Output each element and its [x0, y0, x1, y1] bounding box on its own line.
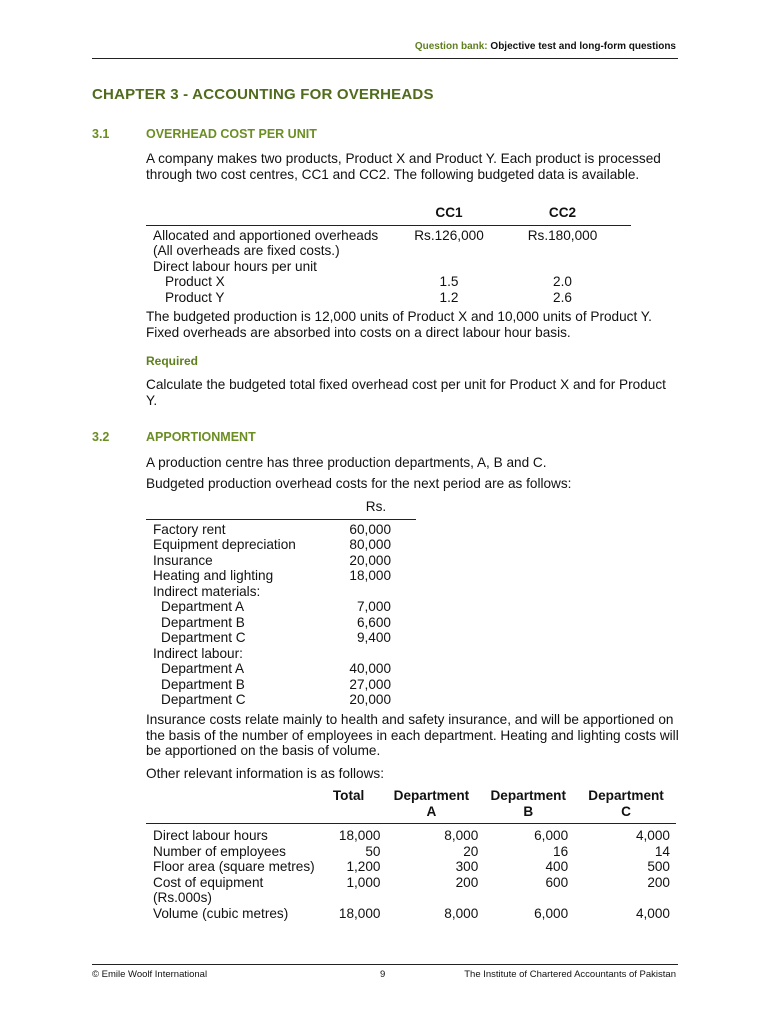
chapter-title: CHAPTER 3 - ACCOUNTING FOR OVERHEADS — [92, 86, 434, 103]
table-header-cc2: CC2 — [548, 205, 577, 220]
table-row: Product X 1.5 2.0 — [165, 274, 572, 289]
section-title: APPORTIONMENT — [146, 430, 256, 444]
header-total: Total — [332, 788, 365, 803]
section-after-text: The budgeted production is 12,000 units of Product X and 10,000 units of Product Y. Fixed overheads are absorbed into costs on a direct labour hour basis. — [146, 309, 652, 340]
department-info-table — [146, 788, 676, 921]
table-row: Factory rent 60,000 — [153, 521, 391, 537]
page-number: 9 — [380, 969, 386, 980]
table-row: Department B 6,600 — [161, 614, 391, 630]
table-row: Department A 7,000 — [161, 599, 391, 614]
required-text: Calculate the budgeted total fixed overhead cost per unit for Product X and for Product Y. — [146, 377, 666, 408]
header-label: Question bank: — [414, 41, 488, 52]
header-text: Objective test and long-form questions — [490, 41, 676, 52]
costs-header: Rs. — [365, 499, 387, 514]
section-title: OVERHEAD COST PER UNIT — [146, 127, 317, 141]
table-row: Direct labour hours per unit — [153, 258, 317, 274]
cost-centre-table — [146, 205, 631, 305]
table-header — [146, 205, 404, 225]
table-row: Department B 27,000 — [161, 676, 391, 692]
section-number: 3.2 — [92, 430, 110, 444]
table-row: Floor area (square metres) 1,200 300 400 500 — [153, 859, 670, 874]
table-row: Indirect materials: — [153, 583, 261, 599]
running-header — [415, 41, 676, 52]
table-row: Indirect labour: — [153, 645, 243, 661]
section-paragraph: Budgeted production overhead costs for the next period are as follows: — [146, 476, 572, 491]
footer-rule — [92, 964, 678, 965]
table-row: Equipment depreciation 80,000 — [153, 537, 391, 552]
table-row: Department C 9,400 — [161, 630, 391, 645]
footer-institute: The Institute of Chartered Accountants of Pakistan — [464, 969, 676, 980]
table-row: (Rs.000s) — [153, 890, 212, 905]
table-row: Product Y 1.2 2.6 — [165, 289, 572, 305]
section-paragraph: Other relevant information is as follows: — [146, 766, 384, 781]
table-row: (All overheads are fixed costs.) — [153, 243, 340, 258]
header-dept-c: Department C — [588, 788, 664, 819]
overhead-costs-table — [146, 499, 416, 708]
table-row: Insurance 20,000 — [153, 552, 391, 568]
header-dept-b: Department B — [490, 788, 566, 819]
header-rule — [92, 58, 678, 59]
table-row: Heating and lighting 18,000 — [153, 568, 391, 583]
footer-copyright: © Emile Woolf International — [92, 969, 208, 980]
table-header-cc1: CC1 — [435, 205, 463, 220]
section-paragraph: Insurance costs relate mainly to health and safety insurance, and will be apportioned on the basis of the number of employees in each department. Heating and lighting costs will be apportioned on the basis of volume. — [146, 712, 679, 758]
table-row: Volume (cubic metres) 18,000 8,000 6,000 4,000 — [153, 905, 670, 921]
table-row: Direct labour hours 18,000 8,000 6,000 4,000 — [153, 828, 670, 843]
section-paragraph: A production centre has three production departments, A, B and C. — [146, 455, 547, 470]
table-row: Cost of equipment 1,000 200 600 200 — [153, 874, 670, 890]
table-row: Department A 40,000 — [161, 661, 391, 676]
table-row: Department C 20,000 — [161, 692, 391, 707]
section-intro: A company makes two products, Product X and Product Y. Each product is processed through two cost centres, CC1 and CC2. The following budgeted data is available. — [146, 151, 661, 182]
header-dept-a: Department A — [393, 788, 470, 819]
section-number: 3.1 — [92, 127, 110, 141]
required-label: Required — [146, 354, 199, 368]
table-row: Number of employees 50 20 16 14 — [153, 843, 670, 859]
table-row: Allocated and apportioned overheads Rs.126,000 Rs.180,000 — [153, 227, 598, 243]
